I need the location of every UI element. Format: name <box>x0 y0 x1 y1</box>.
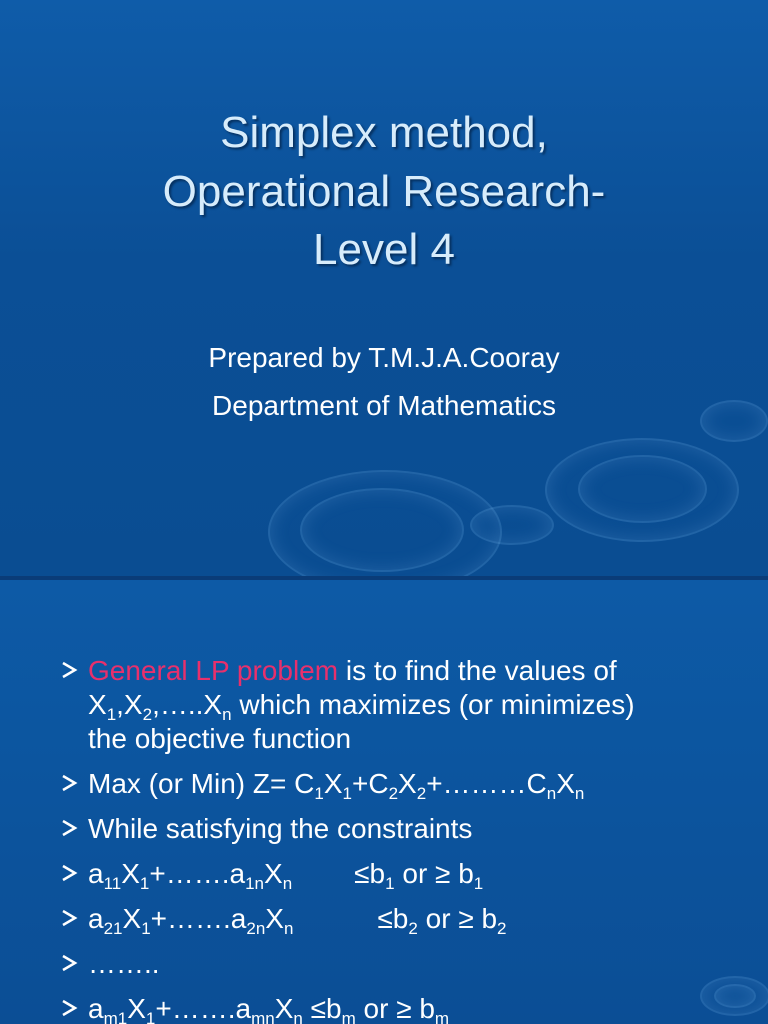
arrow-bullet-icon <box>60 817 80 839</box>
subscript: 21 <box>103 919 123 938</box>
subscript: 1 <box>145 1009 156 1024</box>
var-x: ,…..X <box>152 689 223 720</box>
subscript: 1 <box>141 919 151 938</box>
subscript: 1 <box>342 784 352 803</box>
subscript: n <box>546 784 557 803</box>
var-x: X <box>264 858 283 889</box>
arrow-bullet-icon <box>60 659 80 681</box>
highlight-text: General LP problem <box>88 655 339 686</box>
var-x: ,X <box>116 689 143 720</box>
bullet-constraints <box>60 812 760 846</box>
title-line-3: Level 4 <box>313 225 455 275</box>
author-line: Prepared by T.M.J.A.Cooray <box>208 342 560 373</box>
water-ripple-decoration <box>470 505 554 545</box>
bullet-text: +…….a <box>149 858 246 889</box>
var-x: X <box>127 993 146 1024</box>
var-x: X <box>265 903 284 934</box>
subscript: 2 <box>416 784 427 803</box>
coef-a: a <box>88 903 104 934</box>
subscript: 1 <box>139 874 150 893</box>
water-ripple-decoration <box>578 455 707 523</box>
inequality: ≤b <box>354 858 386 889</box>
subscript: 1 <box>385 874 395 893</box>
subscript: m1 <box>103 1009 128 1024</box>
bullet-text: Max (or Min) Z= C <box>88 768 315 799</box>
bullet-text: While satisfying the constraints <box>88 813 473 844</box>
bullet-objective <box>60 767 760 801</box>
subscript: 2 <box>408 919 418 938</box>
bullet-ellipsis <box>60 947 760 981</box>
arrow-bullet-icon <box>60 772 80 794</box>
title-line-2: Operational Research- <box>162 166 606 216</box>
subscript: n <box>293 1009 303 1024</box>
inequality: or ≥ b <box>394 858 474 889</box>
var-x: X <box>556 768 575 799</box>
water-ripple-decoration <box>300 488 464 572</box>
subscript: 2 <box>142 705 153 724</box>
inequality: ≤b <box>302 993 342 1024</box>
subscript: 2 <box>388 784 399 803</box>
bullet-text: +…….a <box>150 903 247 934</box>
bullet-text: +………C <box>426 768 547 799</box>
subscript: 1 <box>314 784 324 803</box>
subscript: 1n <box>245 874 265 893</box>
slide-subtitle <box>0 334 768 430</box>
bullet-general-lp <box>60 654 760 756</box>
subscript: mn <box>251 1009 275 1024</box>
subscript: m <box>434 1009 450 1024</box>
bullet-text: which maximizes (or minimizes) <box>231 689 635 720</box>
var-x: X <box>121 858 140 889</box>
subscript: m <box>341 1009 356 1024</box>
var-x: X <box>398 768 417 799</box>
inequality: ≤b <box>377 903 409 934</box>
subscript: 2n <box>246 919 266 938</box>
arrow-bullet-icon <box>60 952 80 974</box>
bullet-text: +C <box>351 768 389 799</box>
subscript: 1 <box>473 874 484 893</box>
subscript: n <box>282 874 293 893</box>
bullet-text: +…….a <box>155 993 252 1024</box>
arrow-bullet-icon <box>60 862 80 884</box>
var-x: X <box>274 993 294 1024</box>
arrow-bullet-icon <box>60 907 80 929</box>
bullet-constraint-1 <box>60 857 760 891</box>
subscript: n <box>283 919 294 938</box>
var-x: X <box>88 689 107 720</box>
coef-a: a <box>88 993 104 1024</box>
subscript: n <box>222 705 232 724</box>
subscript: 2 <box>497 919 507 938</box>
bullet-text: is to find the values of <box>338 655 617 686</box>
arrow-bullet-icon <box>60 997 80 1019</box>
coef-a: a <box>88 858 104 889</box>
bullet-text: the objective function <box>88 723 352 754</box>
inequality: or ≥ b <box>417 903 498 934</box>
bullet-list <box>60 654 760 1024</box>
var-x: X <box>323 768 343 799</box>
department-line: Department of Mathematics <box>212 390 556 421</box>
subscript: 1 <box>106 705 117 724</box>
bullet-constraint-2 <box>60 902 760 936</box>
subscript: n <box>574 784 585 803</box>
bullet-text: …….. <box>88 948 160 979</box>
bullet-constraint-m <box>60 992 760 1024</box>
inequality: or ≥ b <box>355 993 435 1024</box>
var-x: X <box>122 903 142 934</box>
title-line-1: Simplex method, <box>220 108 548 157</box>
subscript: 11 <box>103 874 122 893</box>
slide-title <box>0 104 768 280</box>
content-slide <box>0 580 768 1024</box>
